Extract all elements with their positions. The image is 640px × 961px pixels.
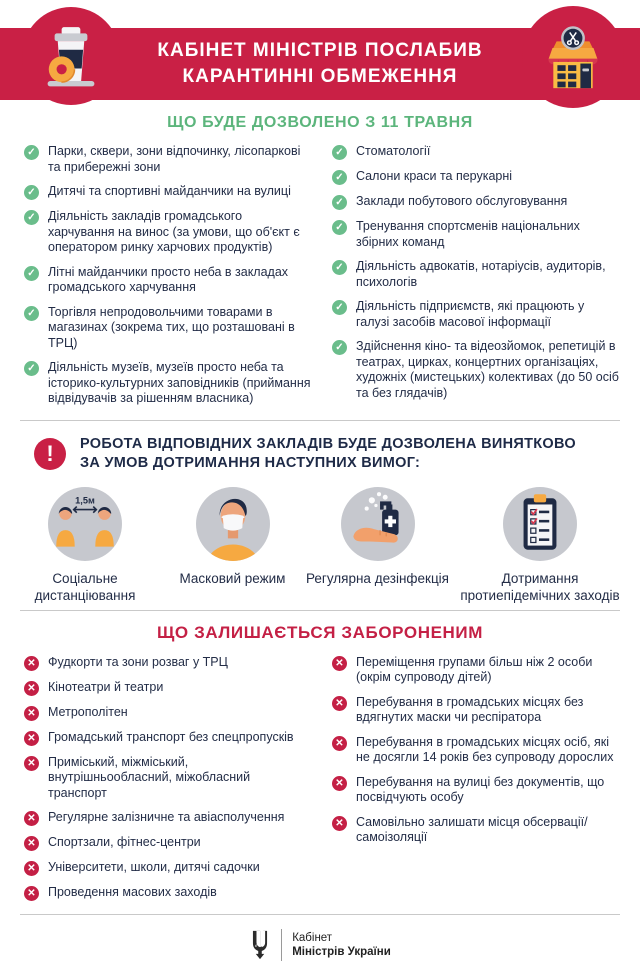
check-icon: ✓: [24, 145, 39, 160]
coffee-badge: [22, 7, 120, 105]
requirement-label: Регулярна дезінфекція: [305, 570, 449, 586]
divider: [20, 610, 620, 611]
page-title-line2: КАРАНТИННІ ОБМЕЖЕННЯ: [182, 66, 458, 87]
allowed-item-text: Заклади побутового обслуговування: [356, 194, 568, 208]
warning-banner: [0, 425, 640, 479]
allowed-item: [24, 265, 312, 296]
exclamation-icon: !: [34, 438, 66, 470]
forbidden-item: [24, 705, 312, 721]
requirement-label: Дотримання протиепідемічних заходів: [460, 570, 620, 603]
page-title-line1: КАБІНЕТ МІНІСТРІВ ПОСЛАБИВ: [157, 40, 483, 61]
allowed-item-text: Дитячі та спортивні майданчики на вулиці: [48, 184, 291, 198]
allowed-item-text: Салони краси та перукарні: [356, 169, 513, 183]
check-icon: ✓: [332, 195, 347, 210]
forbidden-item: [24, 860, 312, 876]
forbidden-item-text: Університети, школи, дитячі садочки: [48, 860, 260, 874]
forbidden-item: [24, 835, 312, 851]
allowed-item: [24, 209, 312, 256]
check-icon: ✓: [332, 145, 347, 160]
forbidden-item: [332, 815, 620, 846]
forbidden-item-text: Громадський транспорт без спецпропусків: [48, 729, 294, 744]
check-icon: ✓: [332, 340, 347, 355]
forbidden-section-title: ЩО ЗАЛИШАЄТЬСЯ ЗАБОРОНЕНИМ: [157, 622, 483, 642]
allowed-item: [332, 169, 620, 185]
check-icon: ✓: [24, 361, 39, 376]
forbidden-item: [24, 755, 312, 802]
footer: [0, 919, 640, 961]
forbidden-item-text: Метрополітен: [48, 704, 128, 719]
allowed-item: [332, 194, 620, 210]
forbidden-item-text: Фудкорти та зони розваг у ТРЦ: [48, 654, 228, 669]
allowed-item: [332, 219, 620, 250]
allowed-list-left: [24, 144, 312, 416]
allowed-item-text: Діяльність підприємств, які працюють у галузі засобів масової інформації: [356, 299, 585, 329]
requirement-epidemic-measures: [450, 487, 630, 604]
header: [0, 0, 640, 106]
requirement-label: Масковий режим: [179, 570, 286, 586]
warning-text: [80, 435, 576, 473]
warning-line1: РОБОТА ВІДПОВІДНИХ ЗАКЛАДІВ БУДЕ ДОЗВОЛЕНА ВИНЯТКОВО: [80, 435, 576, 452]
page-title: [130, 28, 510, 100]
cross-icon: ✕: [24, 836, 39, 851]
cross-icon: ✕: [332, 736, 347, 751]
divider: [20, 914, 620, 915]
cross-icon: ✕: [332, 816, 347, 831]
footer-org: [292, 931, 391, 959]
requirement-label: Соціальне дистанціювання: [34, 570, 136, 603]
cross-icon: ✕: [24, 756, 39, 771]
cross-icon: ✕: [24, 656, 39, 671]
cross-icon: ✕: [24, 706, 39, 721]
check-icon: ✓: [24, 210, 39, 225]
check-icon: ✓: [332, 220, 347, 235]
forbidden-item: [24, 655, 312, 671]
forbidden-item: [332, 735, 620, 766]
allowed-list-right: [332, 144, 620, 416]
footer-org-line2: Міністрів України: [292, 946, 391, 958]
cross-icon: ✕: [24, 861, 39, 876]
requirement-disinfection: [305, 487, 450, 587]
coffee-cup-icon: [32, 17, 110, 95]
allowed-section-title: ЩО БУДЕ ДОЗВОЛЕНО З 11 ТРАВНЯ: [167, 114, 473, 131]
check-icon: ✓: [332, 170, 347, 185]
forbidden-item-text: Регулярне залізничне та авіасполучення: [48, 810, 285, 824]
requirement-mask: [160, 487, 305, 587]
forbidden-item: [332, 695, 620, 726]
check-icon: ✓: [24, 185, 39, 200]
social-distance-icon: [48, 487, 122, 561]
forbidden-item-text: Спортзали, фітнес-центри: [48, 835, 201, 849]
disinfection-icon: [341, 487, 415, 561]
forbidden-list-right: [332, 655, 620, 911]
cross-icon: ✕: [332, 656, 347, 671]
forbidden-item-text: Кінотеатри й театри: [48, 679, 164, 694]
cross-icon: ✕: [24, 681, 39, 696]
mask-icon: [196, 487, 270, 561]
forbidden-lists: [0, 655, 640, 911]
allowed-item: [332, 144, 620, 160]
forbidden-item-text: Приміський, міжміський, внутрішньообласний, міжобласний транспорт: [48, 754, 251, 800]
barbershop-badge: [522, 6, 624, 108]
forbidden-item-text: Переміщення групами більш ніж 2 особи (окрім супроводу дітей): [356, 654, 593, 684]
forbidden-item: [24, 730, 312, 746]
forbidden-list-left: [24, 655, 312, 911]
cross-icon: ✕: [24, 886, 39, 901]
allowed-item-text: Тренування спортсменів національних збірних команд: [356, 219, 580, 249]
allowed-item: [332, 339, 620, 401]
divider: [20, 420, 620, 421]
forbidden-item: [24, 680, 312, 696]
allowed-item-text: Діяльність музеїв, музеїв просто неба та історико-культурних заповідників (приймання відвідувачів за рішенням власника): [48, 360, 311, 405]
allowed-item-text: Діяльність адвокатів, нотаріусів, аудиторів, психологів: [356, 259, 606, 289]
forbidden-item: [332, 775, 620, 806]
check-icon: ✓: [332, 300, 347, 315]
barbershop-icon: [532, 16, 614, 98]
allowed-item-text: Діяльність закладів громадського харчування на винос (за умови, що об'єкт є оператором ринку харчових продуктів): [48, 209, 300, 254]
allowed-item: [24, 360, 312, 407]
allowed-item-text: Парки, сквери, зони відпочинку, лісопаркові та прибережні зони: [48, 144, 301, 174]
footer-org-line1: Кабінет: [292, 932, 333, 944]
forbidden-item: [24, 885, 312, 901]
cross-icon: ✕: [24, 811, 39, 826]
forbidden-item-text: Перебування в громадських місцях осіб, які не досягли 14 років без супроводу дорослих: [356, 734, 614, 764]
check-icon: ✓: [24, 306, 39, 321]
allowed-item-text: Стоматології: [356, 144, 431, 158]
forbidden-item-text: Проведення масових заходів: [48, 885, 217, 899]
allowed-item: [332, 299, 620, 330]
trident-logo: [249, 930, 271, 960]
checklist-icon: [503, 487, 577, 561]
footer-separator: [281, 929, 282, 961]
requirement-social-distance: [10, 487, 160, 604]
check-icon: ✓: [24, 266, 39, 281]
forbidden-item-text: Перебування на вулиці без документів, що посвідчують особу: [356, 774, 605, 804]
svg-text:1,5м: 1,5м: [75, 494, 95, 505]
allowed-lists: [0, 144, 640, 416]
forbidden-item-text: Перебування в громадських місцях без вдягнутих маски чи респіратора: [356, 694, 584, 724]
forbidden-item: [24, 810, 312, 826]
allowed-item: [24, 184, 312, 200]
cross-icon: ✕: [24, 731, 39, 746]
cross-icon: ✕: [332, 696, 347, 711]
allowed-item: [24, 144, 312, 175]
allowed-item-text: Торгівля непродовольчими товарами в магазинах (зокрема тих, що розташовані в ТРЦ): [48, 304, 295, 350]
allowed-item-text: Літні майданчики просто неба в закладах громадського харчування: [48, 264, 289, 294]
forbidden-item: [332, 655, 620, 686]
requirements-row: [0, 479, 640, 606]
forbidden-item-text: Самовільно залишати місця обсервації/самоізоляції: [356, 814, 588, 844]
warning-line2: ЗА УМОВ ДОТРИМАННЯ НАСТУПНИХ ВИМОГ:: [80, 454, 421, 471]
allowed-item: [332, 259, 620, 290]
allowed-item: [24, 305, 312, 352]
allowed-item-text: Здійснення кіно- та відеозйомок, репетицій в театрах, цирках, концертних організаціях, художніх (мистецьких) колективах (до 50 осіб та без глядачів): [356, 339, 619, 400]
check-icon: ✓: [332, 260, 347, 275]
cross-icon: ✕: [332, 776, 347, 791]
